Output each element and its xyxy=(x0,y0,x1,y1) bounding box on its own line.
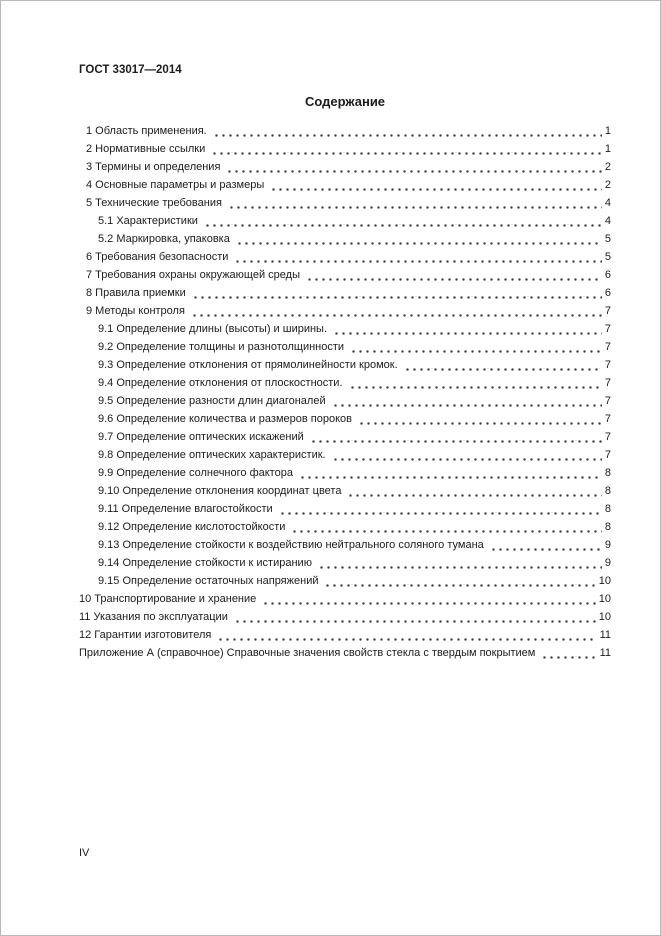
toc-entry-label: 10 Транспортирование и хранение xyxy=(79,593,257,605)
toc-entry xyxy=(79,176,611,194)
toc-entry xyxy=(79,392,611,410)
toc-entry xyxy=(79,374,611,392)
toc-entry-page: 4 xyxy=(604,197,611,209)
toc-entry xyxy=(79,410,611,428)
toc-entry-page: 10 xyxy=(598,575,611,587)
toc-entry-label: 5.1 Характеристики xyxy=(98,215,198,227)
toc-entry xyxy=(79,536,611,554)
dot-leader xyxy=(332,320,602,338)
document-page xyxy=(1,1,660,935)
dot-leader xyxy=(290,518,601,536)
dot-leader xyxy=(203,212,602,230)
toc-entry-page: 8 xyxy=(604,485,611,497)
dot-leader xyxy=(278,500,602,518)
dot-leader xyxy=(357,410,602,428)
toc-entry-label: 1 Область применения. xyxy=(86,125,207,137)
toc-entry xyxy=(79,266,611,284)
document-number: ГОСТ 33017—2014 xyxy=(79,64,182,76)
toc-entry-label: 9.4 Определение отклонения от плоскостности. xyxy=(98,377,343,389)
toc-entry-page: 6 xyxy=(604,287,611,299)
toc-entry xyxy=(79,338,611,356)
toc-entry-label: Приложение А (справочное) Справочные значения свойств стекла с твердым покрытием xyxy=(79,647,536,659)
dot-leader xyxy=(489,536,602,554)
toc-entry-page: 7 xyxy=(604,305,611,317)
toc-entry-page: 7 xyxy=(604,359,611,371)
toc-entry xyxy=(79,284,611,302)
toc-entry-label: 9.8 Определение оптических характеристик. xyxy=(98,449,326,461)
page-number-footer: IV xyxy=(79,847,90,859)
dot-leader xyxy=(298,464,602,482)
toc-entry-label: 9.15 Определение остаточных напряжений xyxy=(98,575,319,587)
page-title: Содержание xyxy=(304,94,386,109)
toc-entry xyxy=(79,122,611,140)
dot-leader xyxy=(233,248,601,266)
dot-leader xyxy=(305,266,602,284)
toc-entry-page: 8 xyxy=(604,521,611,533)
toc-entry-label: 9.10 Определение отклонения координат цвета xyxy=(98,485,342,497)
toc-entry-page: 10 xyxy=(598,611,611,623)
toc-entry xyxy=(79,212,611,230)
toc-entry xyxy=(79,518,611,536)
toc-entry-page: 1 xyxy=(604,125,611,137)
toc-entry xyxy=(79,320,611,338)
toc-entry-page: 7 xyxy=(604,377,611,389)
toc-entry-label: 9.3 Определение отклонения от прямолинейности кромок. xyxy=(98,359,398,371)
toc-list xyxy=(79,122,611,662)
toc-entry-label: 9.13 Определение стойкости к воздействию нейтрального соляного тумана xyxy=(98,539,484,551)
toc-entry-label: 3 Термины и определения xyxy=(86,161,221,173)
toc-entry-label: 9.12 Определение кислотостойкости xyxy=(98,521,286,533)
toc-entry-page: 9 xyxy=(604,557,611,569)
toc-entry-label: 9.2 Определение толщины и разнотолщинности xyxy=(98,341,345,353)
toc-entry-page: 5 xyxy=(604,251,611,263)
dot-leader xyxy=(235,230,602,248)
toc-entry-page: 7 xyxy=(604,413,611,425)
toc-entry xyxy=(79,356,611,374)
toc-entry-page: 7 xyxy=(604,323,611,335)
toc-entry-page: 2 xyxy=(604,161,611,173)
toc-entry xyxy=(79,500,611,518)
toc-entry-label: 9.7 Определение оптических искажений xyxy=(98,431,304,443)
dot-leader xyxy=(261,590,595,608)
toc-entry-label: 9.9 Определение солнечного фактора xyxy=(98,467,293,479)
toc-entry-label: 5 Технические требования xyxy=(86,197,222,209)
toc-entry-label: 4 Основные параметры и размеры xyxy=(86,179,265,191)
dot-leader xyxy=(227,194,602,212)
toc-entry xyxy=(79,230,611,248)
toc-entry-page: 7 xyxy=(604,395,611,407)
toc-entry-page: 10 xyxy=(598,593,611,605)
dot-leader xyxy=(403,356,602,374)
dot-leader xyxy=(191,284,602,302)
toc-entry-label: 8 Правила приемки xyxy=(86,287,186,299)
toc-entry-page: 1 xyxy=(604,143,611,155)
dot-leader xyxy=(190,302,602,320)
toc-entry-label: 6 Требования безопасности xyxy=(86,251,229,263)
toc-entry xyxy=(79,644,611,662)
dot-leader xyxy=(348,374,602,392)
toc-entry xyxy=(79,428,611,446)
toc-entry-page: 7 xyxy=(604,341,611,353)
toc-entry-label: 9.6 Определение количества и размеров пороков xyxy=(98,413,352,425)
dot-leader xyxy=(331,446,602,464)
toc-entry-page: 8 xyxy=(604,467,611,479)
toc-entry xyxy=(79,482,611,500)
toc-entry-page: 11 xyxy=(599,629,611,641)
dot-leader xyxy=(346,482,601,500)
toc-entry-label: 9.11 Определение влагостойкости xyxy=(98,503,273,515)
toc-entry xyxy=(79,554,611,572)
dot-leader xyxy=(349,338,602,356)
toc-entry-label: 5.2 Маркировка, упаковка xyxy=(98,233,230,245)
toc-entry-label: 2 Нормативные ссылки xyxy=(86,143,206,155)
dot-leader xyxy=(331,392,602,410)
toc-entry-page: 11 xyxy=(599,647,611,659)
toc-entry-page: 7 xyxy=(604,431,611,443)
toc-entry xyxy=(79,140,611,158)
toc-entry-label: 7 Требования охраны окружающей среды xyxy=(86,269,300,281)
dot-leader xyxy=(323,572,595,590)
toc-entry-label: 11 Указания по эксплуатации xyxy=(79,611,228,623)
dot-leader xyxy=(540,644,596,662)
dot-leader xyxy=(216,626,596,644)
dot-leader xyxy=(210,140,602,158)
toc-entry xyxy=(79,626,611,644)
dot-leader xyxy=(225,158,601,176)
toc-entry-page: 4 xyxy=(604,215,611,227)
toc-entry xyxy=(79,590,611,608)
toc-entry-page: 6 xyxy=(604,269,611,281)
dot-leader xyxy=(317,554,602,572)
toc-entry xyxy=(79,572,611,590)
toc-entry-label: 9.1 Определение длины (высоты) и ширины. xyxy=(98,323,328,335)
toc-entry xyxy=(79,608,611,626)
toc-entry-page: 9 xyxy=(604,539,611,551)
toc-entry-page: 5 xyxy=(604,233,611,245)
toc-entry-label: 9.14 Определение стойкости к истиранию xyxy=(98,557,312,569)
dot-leader xyxy=(233,608,596,626)
toc-entry-label: 12 Гарантии изготовителя xyxy=(79,629,212,641)
toc-entry-page: 7 xyxy=(604,449,611,461)
toc-entry-label: 9 Методы контроля xyxy=(86,305,185,317)
toc-entry xyxy=(79,248,611,266)
dot-leader xyxy=(309,428,602,446)
toc-entry-label: 9.5 Определение разности длин диагоналей xyxy=(98,395,326,407)
toc-entry-page: 2 xyxy=(604,179,611,191)
toc-entry xyxy=(79,194,611,212)
toc-entry xyxy=(79,158,611,176)
toc-entry-page: 8 xyxy=(604,503,611,515)
toc-entry xyxy=(79,464,611,482)
toc-entry xyxy=(79,446,611,464)
dot-leader xyxy=(212,122,602,140)
dot-leader xyxy=(269,176,602,194)
toc-entry xyxy=(79,302,611,320)
